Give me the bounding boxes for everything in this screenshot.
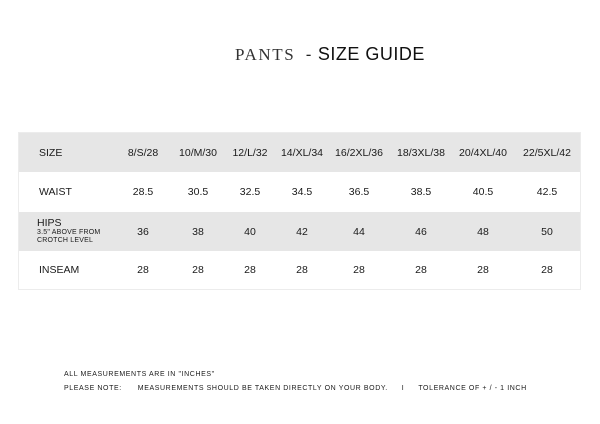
inseam-label: INSEAM xyxy=(39,264,80,276)
table-cell: 44 xyxy=(328,212,390,251)
table-cell: 48 xyxy=(452,212,514,251)
table-cell: 28 xyxy=(192,264,204,276)
table-cell: 28 xyxy=(353,264,365,276)
table-cell: 36.5 xyxy=(348,186,370,198)
table-cell: 38.5 xyxy=(410,186,432,198)
table-cell: 38 xyxy=(172,212,224,251)
table-cell: 28 xyxy=(137,264,149,276)
table-cell: 32.5 xyxy=(239,186,261,198)
table-cell: 28 xyxy=(415,264,427,276)
notes-instruction: MEASUREMENTS SHOULD BE TAKEN DIRECTLY ON YOUR BODY. xyxy=(137,385,388,392)
table-cell: 42 xyxy=(276,212,328,251)
notes-label: PLEASE NOTE: xyxy=(64,385,122,392)
size-header-cell: 20/4XL/40 xyxy=(452,133,514,172)
table-cell: 28.5 xyxy=(132,186,154,198)
table-cell: 34.5 xyxy=(291,186,313,198)
notes-line-2 xyxy=(64,382,527,396)
table-cell: 40 xyxy=(224,212,276,251)
title-dash: - xyxy=(305,45,312,64)
notes-line-1: ALL MEASUREMENTS ARE IN "INCHES" xyxy=(64,371,215,378)
table-cell: 28 xyxy=(296,264,308,276)
hips-label-cell xyxy=(19,212,114,251)
size-header-cell: 14/XL/34 xyxy=(276,133,328,172)
page-title xyxy=(0,44,600,65)
hips-note: 3.5" ABOVE FROM CROTCH LEVEL xyxy=(37,229,101,244)
hips-row xyxy=(19,212,580,251)
table-cell: 28 xyxy=(244,264,256,276)
table-cell: 40.5 xyxy=(472,186,494,198)
measurement-notes xyxy=(64,368,527,396)
size-header-row xyxy=(19,133,580,172)
size-header-cell: 18/3XL/38 xyxy=(390,133,452,172)
title-main: SIZE GUIDE xyxy=(317,44,425,64)
notes-tolerance: TOLERANCE OF + / - 1 INCH xyxy=(418,385,527,392)
table-cell: 46 xyxy=(390,212,452,251)
table-cell: 36 xyxy=(114,212,172,251)
size-header-cell: 16/2XL/36 xyxy=(328,133,390,172)
table-cell: 30.5 xyxy=(187,186,209,198)
notes-separator: I xyxy=(401,385,405,392)
waist-row xyxy=(19,172,580,212)
inseam-row xyxy=(19,251,580,289)
size-header-cell: 12/L/32 xyxy=(224,133,276,172)
size-header-cell: 8/S/28 xyxy=(114,133,172,172)
size-header-cell: 22/5XL/42 xyxy=(514,133,580,172)
table-cell: 50 xyxy=(514,212,580,251)
waist-label: WAIST xyxy=(39,186,72,198)
table-cell: 42.5 xyxy=(536,186,558,198)
size-header-label: SIZE xyxy=(19,133,114,172)
size-table xyxy=(18,132,581,290)
title-prefix: PANTS xyxy=(235,45,296,64)
table-cell: 28 xyxy=(541,264,553,276)
table-cell: 28 xyxy=(477,264,489,276)
size-header-cell: 10/M/30 xyxy=(172,133,224,172)
hips-label: HIPS xyxy=(37,217,62,229)
